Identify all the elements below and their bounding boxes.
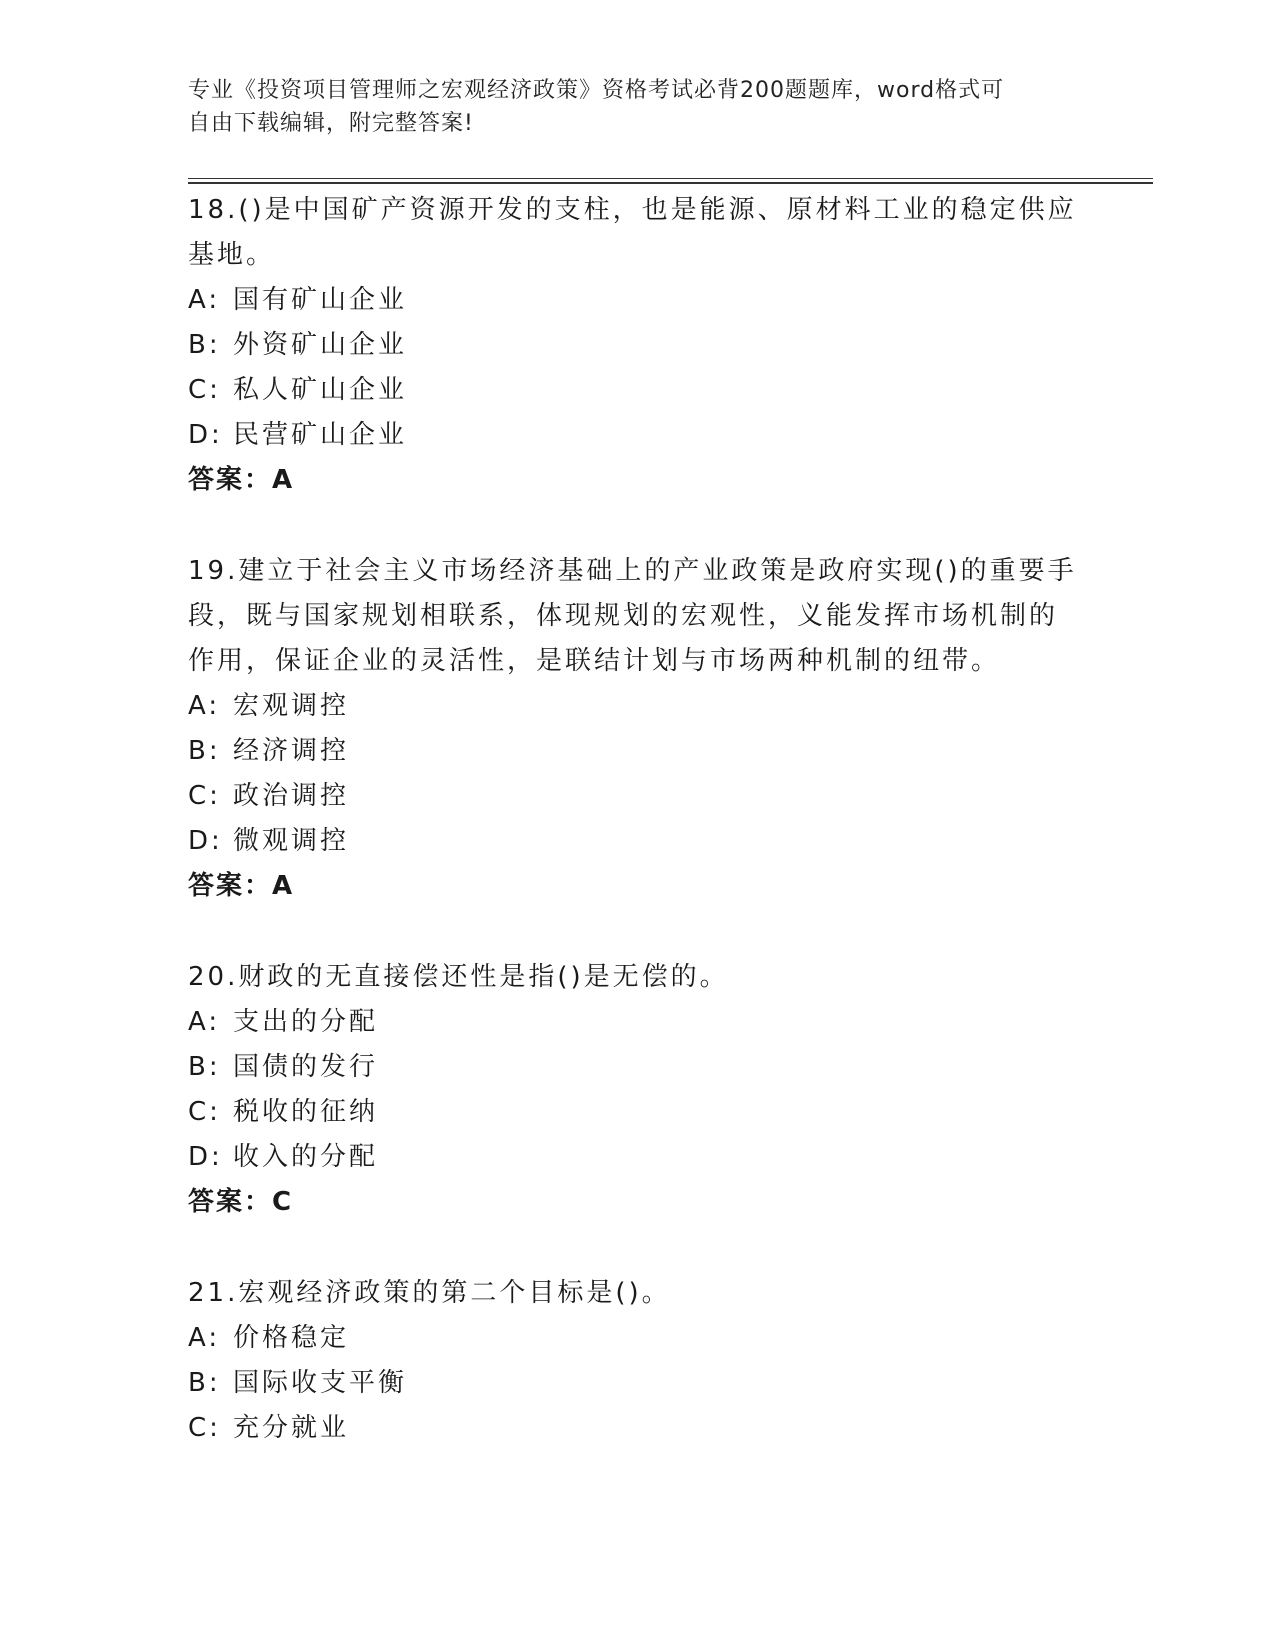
option-key: D: xyxy=(188,826,223,856)
option-text: 宏观调控 xyxy=(233,691,350,721)
option-key: A: xyxy=(188,1007,221,1037)
answer-option xyxy=(188,729,1088,774)
option-text: 税收的征纳 xyxy=(233,1097,379,1127)
answer-line: 答案：A xyxy=(188,871,295,901)
question-stem-line: 作用，保证企业的灵活性，是联结计划与市场两种机制的纽带。 xyxy=(188,646,1001,676)
option-text: 民营矿山企业 xyxy=(233,420,408,450)
question-stem-line: 段，既与国家规划相联系，体现规划的宏观性，义能发挥市场机制的 xyxy=(188,601,1059,631)
option-key: A: xyxy=(188,1323,221,1353)
option-key: C: xyxy=(188,375,221,405)
option-key: B: xyxy=(188,330,221,360)
question-block xyxy=(188,549,1088,909)
answer-option xyxy=(188,413,1088,458)
answer-option xyxy=(188,1406,1088,1451)
question-stem-line: 基地。 xyxy=(188,240,276,270)
option-text: 国有矿山企业 xyxy=(233,285,408,315)
answer-option xyxy=(188,819,1088,864)
answer-option xyxy=(188,1361,1088,1406)
option-text: 私人矿山企业 xyxy=(233,375,408,405)
option-text: 经济调控 xyxy=(233,736,350,766)
option-key: B: xyxy=(188,1052,221,1082)
question-list xyxy=(188,188,1088,1497)
answer-option xyxy=(188,684,1088,729)
option-text: 外资矿山企业 xyxy=(233,330,408,360)
answer-option xyxy=(188,774,1088,819)
option-key: C: xyxy=(188,781,221,811)
header-divider-thick xyxy=(188,182,1153,184)
document-header xyxy=(188,74,1068,140)
option-key: C: xyxy=(188,1097,221,1127)
option-text: 国际收支平衡 xyxy=(233,1368,408,1398)
answer-option xyxy=(188,323,1088,368)
option-text: 支出的分配 xyxy=(233,1007,379,1037)
answer-option xyxy=(188,1316,1088,1361)
option-text: 政治调控 xyxy=(233,781,350,811)
option-text: 价格稳定 xyxy=(233,1323,350,1353)
question-block xyxy=(188,955,1088,1225)
answer-option xyxy=(188,1045,1088,1090)
answer-option xyxy=(188,368,1088,413)
option-key: B: xyxy=(188,1368,221,1398)
question-block xyxy=(188,1271,1088,1451)
option-text: 国债的发行 xyxy=(233,1052,379,1082)
question-stem-line: 21.宏观经济政策的第二个目标是()。 xyxy=(188,1278,671,1308)
option-text: 充分就业 xyxy=(233,1413,350,1443)
answer-line: 答案：A xyxy=(188,465,295,495)
option-key: B: xyxy=(188,736,221,766)
option-key: D: xyxy=(188,420,223,450)
header-line-1: 专业《投资项目管理师之宏观经济政策》资格考试必背200题题库，word格式可 xyxy=(188,78,1005,103)
answer-option xyxy=(188,1090,1088,1135)
option-text: 收入的分配 xyxy=(233,1142,379,1172)
option-key: A: xyxy=(188,285,221,315)
question-stem-line: 18.()是中国矿产资源开发的支柱，也是能源、原材料工业的稳定供应 xyxy=(188,195,1077,225)
option-key: A: xyxy=(188,691,221,721)
option-text: 微观调控 xyxy=(233,826,350,856)
answer-option xyxy=(188,1000,1088,1045)
question-stem-line: 20.财政的无直接偿还性是指()是无偿的。 xyxy=(188,962,729,992)
header-line-2: 自由下载编辑，附完整答案! xyxy=(188,111,474,136)
option-key: C: xyxy=(188,1413,221,1443)
header-divider-thin xyxy=(188,178,1153,179)
answer-line: 答案：C xyxy=(188,1187,294,1217)
answer-option xyxy=(188,1135,1088,1180)
question-stem-line: 19.建立于社会主义市场经济基础上的产业政策是政府实现()的重要手 xyxy=(188,556,1077,586)
question-block xyxy=(188,188,1088,503)
answer-option xyxy=(188,278,1088,323)
option-key: D: xyxy=(188,1142,223,1172)
